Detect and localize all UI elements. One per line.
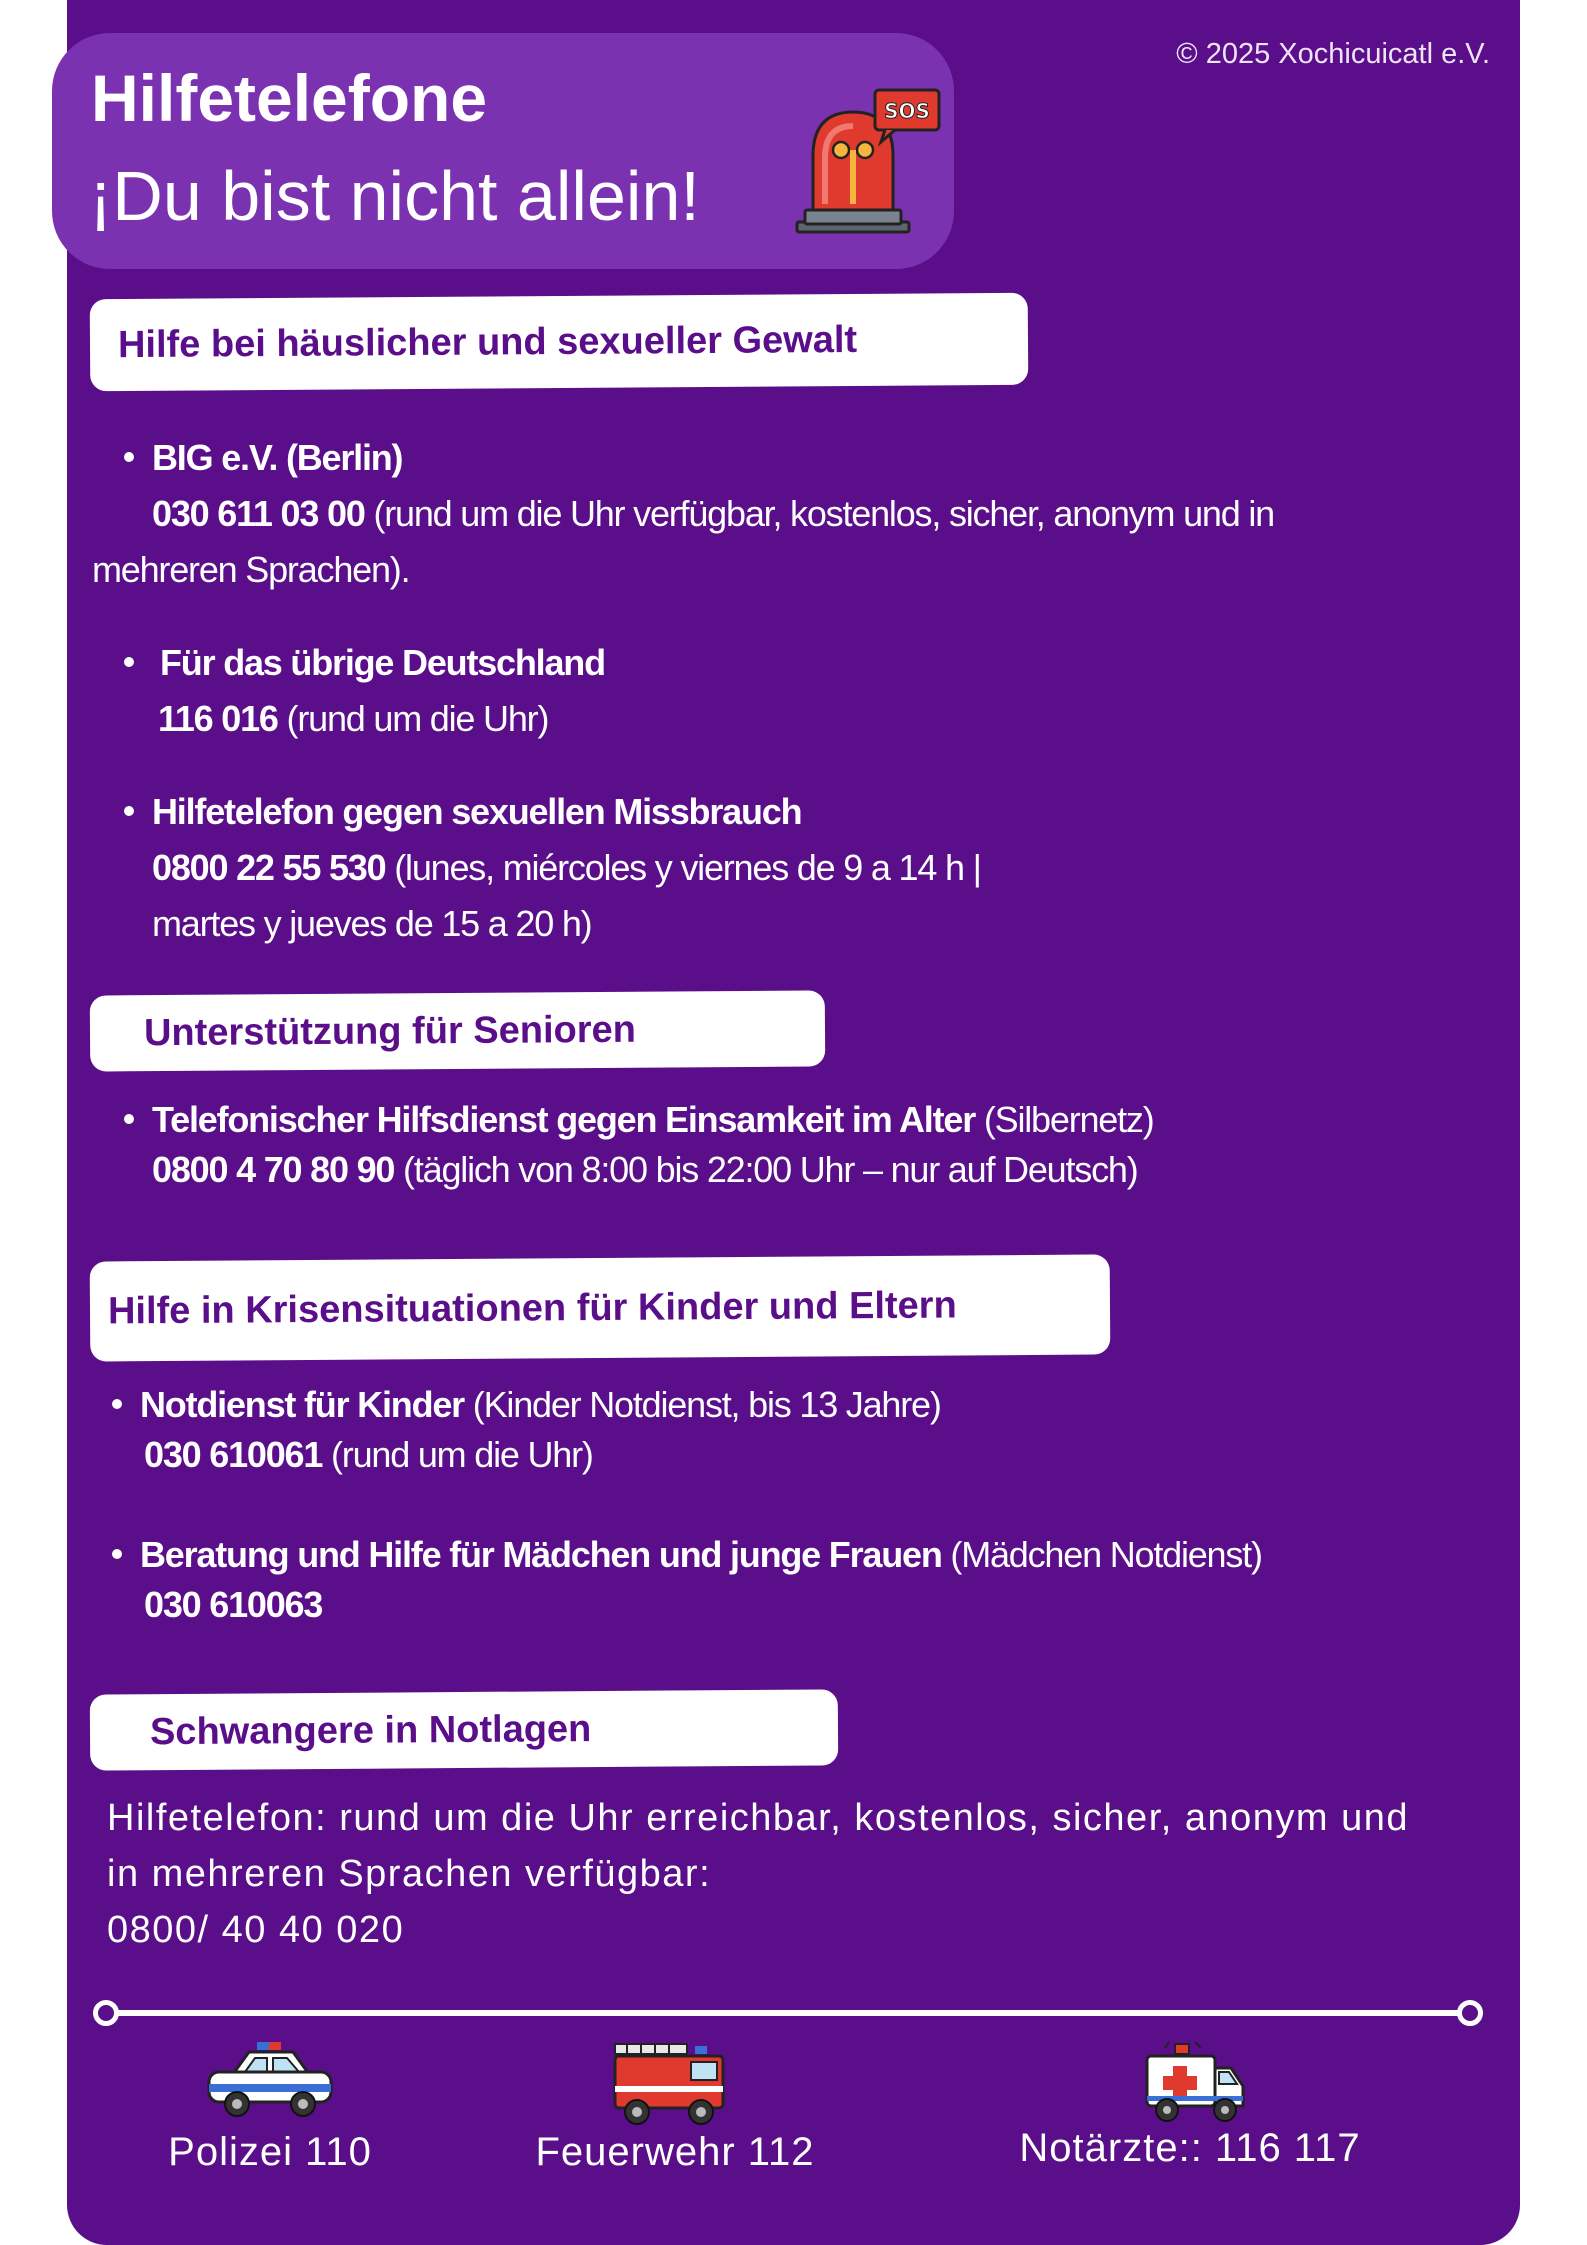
entry-silbernetz (90, 1095, 1510, 1195)
bullet-icon (124, 452, 134, 462)
phone-number[interactable]: 030 610063 (144, 1584, 323, 1625)
entry-detail: (täglich von 8:00 bis 22:00 Uhr – nur auf Deutsch) (394, 1149, 1138, 1190)
phone-number[interactable]: 0800 22 55 530 (152, 847, 386, 888)
entry-detail-cont: martes y jueves de 15 a 20 h) (152, 903, 592, 944)
entry-kinder-notdienst (90, 1380, 1510, 1480)
bullet-icon (124, 1114, 134, 1124)
entry-extra: (Mädchen Notdienst) (941, 1534, 1262, 1575)
phone-number[interactable]: 030 610061 (144, 1434, 323, 1475)
section-label-violence (90, 293, 1029, 392)
emergency-doctors[interactable]: Notärzte:: 116 117 (1019, 2126, 1361, 2170)
police-car-icon (205, 2040, 335, 2120)
entry-name: Telefonischer Hilfsdienst gegen Einsamkeit im Alter (152, 1099, 976, 1140)
divider-endpoint-right (1457, 2000, 1483, 2026)
section-label-pregnant-text: Schwangere in Notlagen (149, 1707, 592, 1753)
entry-detail: (rund um die Uhr) (277, 698, 549, 739)
note-line: in mehreren Sprachen verfügbar: (107, 1853, 712, 1895)
siren-sos-icon (795, 86, 945, 236)
entry-detail-cont: mehreren Sprachen). (92, 549, 410, 590)
entry-big-ev (90, 430, 1510, 598)
phone-number[interactable]: 030 611 03 00 (152, 493, 365, 534)
phone-number[interactable]: 0800 4 70 80 90 (152, 1149, 395, 1190)
entry-extra: (Kinder Notdienst, bis 13 Jahre) (464, 1384, 941, 1425)
entry-name: Hilfetelefon gegen sexuellen Missbrauch (152, 791, 802, 832)
entry-missbrauch (90, 784, 1510, 952)
svg-text:SOS: SOS (884, 99, 930, 123)
bullet-icon (112, 1549, 122, 1559)
phone-number[interactable]: 116 016 (158, 698, 278, 739)
entry-name: Notdienst für Kinder (140, 1384, 464, 1425)
entry-extra: (Silbernetz) (975, 1099, 1154, 1140)
entry-name: Für das übrige Deutschland (160, 642, 605, 683)
note-line: Hilfetelefon: rund um die Uhr erreichbar, kostenlos, sicher, anonym und (107, 1797, 1410, 1839)
fire-truck-icon (613, 2040, 725, 2128)
section-label-seniors-text: Unterstützung für Senioren (143, 1008, 637, 1054)
section-label-seniors (90, 990, 826, 1071)
bullet-icon (124, 657, 134, 667)
page-subtitle: ¡Du bist nicht allein! (89, 157, 700, 235)
section-label-crisis (90, 1254, 1111, 1361)
section-label-pregnant (90, 1689, 839, 1770)
phone-number[interactable]: 0800/ 40 40 020 (107, 1909, 405, 1951)
section-label-violence-text: Hilfe bei häuslicher und sexueller Gewalt (117, 318, 858, 366)
page-title: Hilfetelefone (91, 61, 488, 135)
divider-line (105, 2010, 1483, 2016)
divider-endpoint-left (93, 2000, 119, 2026)
entry-name: Beratung und Hilfe für Mädchen und junge Frauen (140, 1534, 942, 1575)
pregnancy-hotline-text (107, 1790, 1409, 1958)
bullet-icon (112, 1399, 122, 1409)
entry-detail: (lunes, miércoles y viernes de 9 a 14 h | (385, 847, 981, 888)
entry-name: BIG e.V. (Berlin) (152, 437, 403, 478)
emergency-fire[interactable]: Feuerwehr 112 (535, 2130, 815, 2174)
bullet-icon (124, 806, 134, 816)
emergency-police[interactable]: Polizei 110 (168, 2130, 372, 2174)
entry-detail: (rund um die Uhr) (322, 1434, 593, 1475)
entry-germany (90, 635, 1510, 747)
entry-detail: (rund um die Uhr verfügbar, kostenlos, sicher, anonym und in (364, 493, 1274, 534)
copyright-notice: © 2025 Xochicuicatl e.V. (1176, 38, 1490, 70)
ambulance-icon (1145, 2040, 1245, 2126)
entry-maedchen-notdienst (90, 1530, 1510, 1630)
section-label-crisis-text: Hilfe in Krisensituationen für Kinder und Eltern (107, 1284, 957, 1332)
